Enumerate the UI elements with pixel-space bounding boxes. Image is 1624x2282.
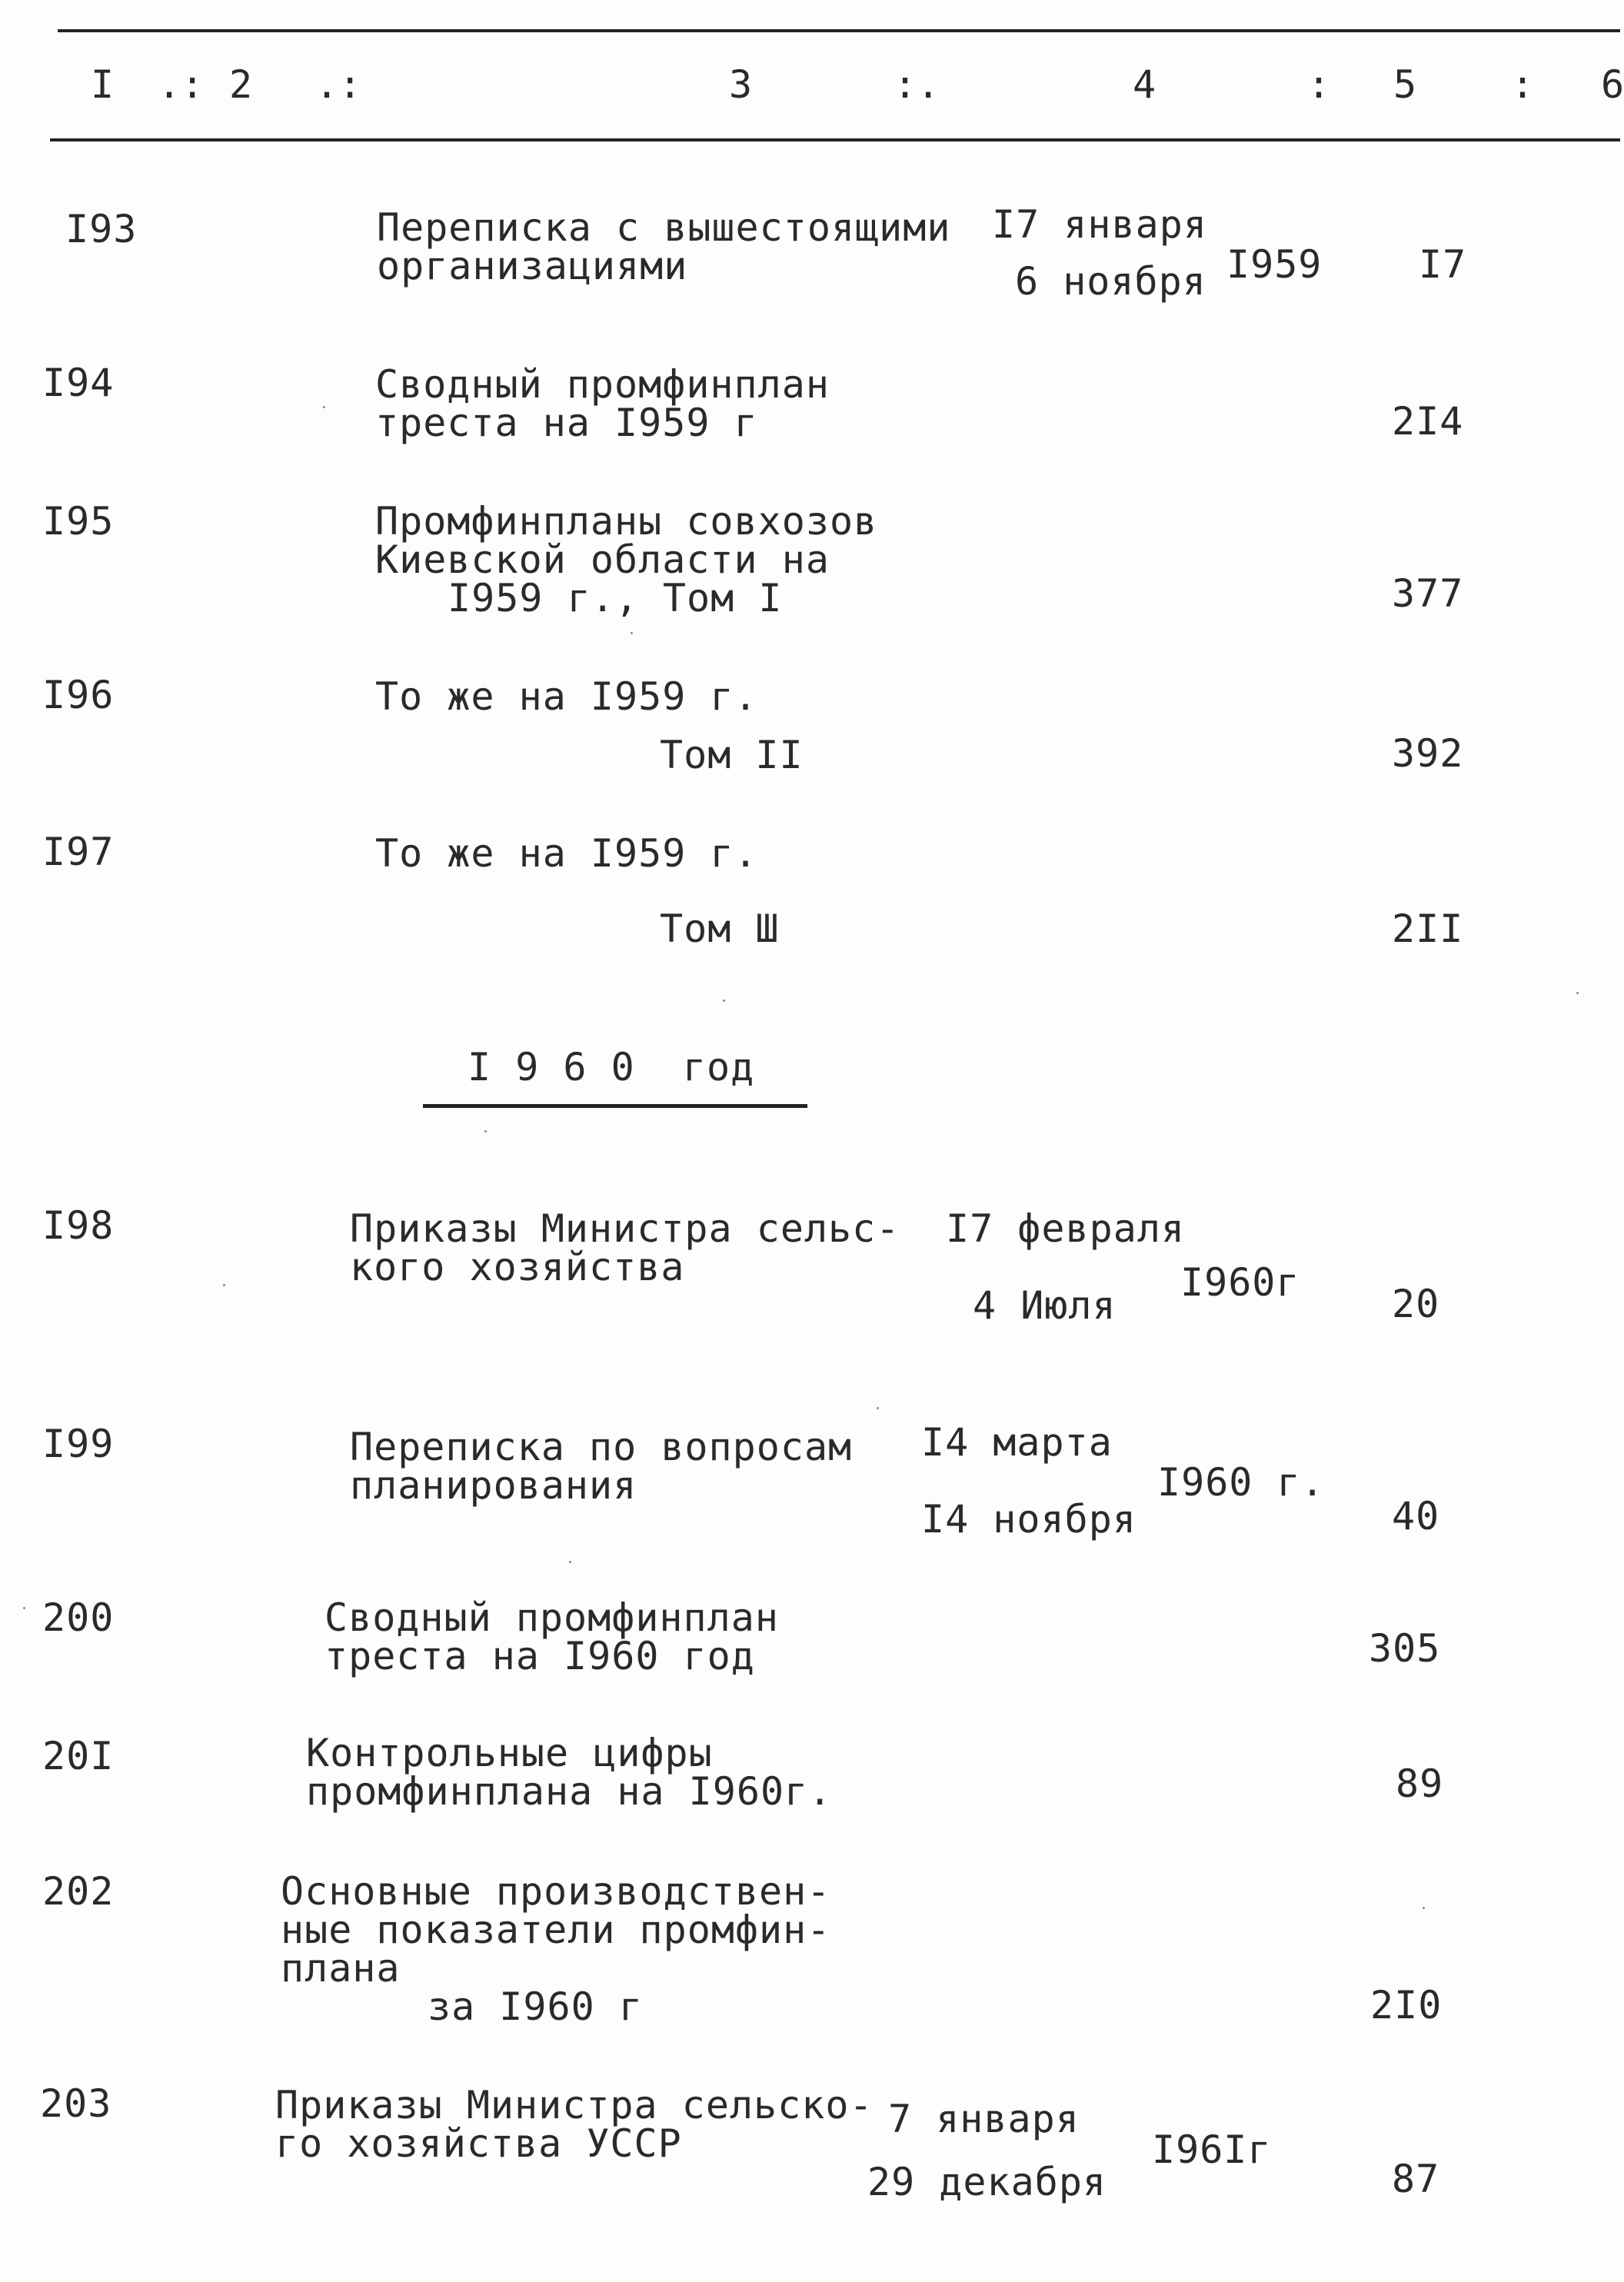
row-title-line: Приказы Министра сельско- (275, 2083, 874, 2127)
header-bottom-rule (50, 138, 1620, 141)
row-title-line: Контрольные цифры (306, 1731, 713, 1775)
row-title-line: Переписка по вопросам (350, 1425, 853, 1469)
row-date-from: 7 января (888, 2097, 1080, 2141)
scan-speck (323, 406, 325, 408)
scan-speck (484, 1130, 487, 1133)
row-sheets: 87 (1392, 2157, 1440, 2201)
row-title-line: Приказы Министра сельс- (350, 1206, 900, 1251)
row-date-from: I7 февраля (946, 1206, 1186, 1251)
column-header-5: 5 (1393, 62, 1417, 107)
row-title-line: Том Ш (660, 906, 780, 951)
row-number: I98 (42, 1203, 115, 1248)
scan-speck (1576, 992, 1579, 994)
row-sheets: 392 (1392, 731, 1464, 776)
row-date-from: I7 января (992, 202, 1207, 247)
row-sheets: 20 (1392, 1282, 1440, 1326)
row-title-line: ные показатели промфин- (281, 1908, 831, 1952)
row-sheets: 377 (1392, 571, 1464, 616)
row-title-line: Сводный промфинплан (324, 1595, 779, 1640)
column-header-4: 4 (1133, 62, 1156, 107)
row-number: 203 (40, 2081, 112, 2126)
row-title-line: за I960 г (428, 1984, 643, 2029)
scan-speck (569, 1561, 571, 1563)
row-title-line: треста на I960 год (324, 1634, 755, 1678)
row-title-line: I959 г., Том I (448, 576, 783, 620)
row-date-to: 6 ноября (1015, 259, 1206, 304)
row-number: 200 (42, 1595, 115, 1640)
column-header-6: 6 (1601, 62, 1624, 107)
row-title-line: промфинплана на I960г. (306, 1769, 833, 1814)
scan-speck (631, 632, 633, 634)
scan-speck (223, 1284, 225, 1286)
row-title-line: Киевской области на (375, 537, 830, 582)
row-sheets: 89 (1396, 1761, 1444, 1806)
row-number: 202 (42, 1869, 115, 1914)
row-number: I96 (42, 673, 115, 717)
header-top-rule (58, 29, 1620, 32)
row-number: I93 (65, 207, 138, 251)
row-sheets: 305 (1369, 1626, 1441, 1671)
row-date-to: I4 ноября (921, 1497, 1136, 1542)
column-header-2: 2 (229, 62, 253, 107)
scan-speck (723, 1000, 725, 1002)
row-title-line: го хозяйства УССР (275, 2121, 682, 2166)
row-sheets: 2II (1392, 906, 1464, 951)
row-date-to: 29 декабря (867, 2160, 1107, 2204)
row-year: I960г (1180, 1260, 1300, 1305)
row-sheets: 2I0 (1370, 1983, 1443, 2028)
row-sheets: 2I4 (1392, 399, 1464, 444)
row-number: I99 (42, 1422, 115, 1466)
row-number: I94 (42, 361, 115, 405)
row-title-line: плана (281, 1946, 401, 1991)
row-title-line: треста на I959 г (375, 401, 758, 445)
row-sheets: I7 (1419, 242, 1467, 287)
row-title-line: То же на I959 г. (375, 674, 758, 719)
row-title-line: Основные производствен- (281, 1869, 831, 1914)
row-year: I96Iг (1152, 2127, 1272, 2172)
column-separator: .: (158, 62, 205, 107)
scan-speck (877, 1407, 879, 1409)
row-number: 20I (42, 1734, 115, 1778)
row-title-line: Сводный промфинплан (375, 362, 830, 407)
row-number: I97 (42, 830, 115, 874)
column-separator: : (1307, 62, 1331, 107)
row-number: I95 (42, 499, 115, 544)
scan-speck (1423, 1907, 1425, 1909)
column-separator: : (1511, 62, 1535, 107)
row-title-line: планирования (350, 1463, 637, 1508)
row-title-line: Промфинпланы совхозов (375, 499, 878, 544)
row-title-line: Том II (660, 733, 804, 777)
row-title-line: организациями (377, 244, 688, 288)
scan-speck (23, 1607, 25, 1609)
row-year: I959 (1226, 242, 1323, 287)
column-separator: .: (315, 62, 362, 107)
section-heading-underline (423, 1104, 807, 1108)
row-title-line: Переписка с вышестоящими (377, 205, 951, 250)
row-date-from: I4 марта (921, 1420, 1113, 1465)
section-heading-year: I 9 6 0 год (468, 1045, 755, 1089)
row-sheets: 40 (1392, 1494, 1440, 1539)
row-year: I960 г. (1157, 1460, 1325, 1505)
column-separator: :. (894, 62, 940, 107)
column-header-3: 3 (729, 62, 753, 107)
row-title-line: То же на I959 г. (375, 831, 758, 876)
column-header-1: I (91, 62, 115, 107)
row-date-to: 4 Июля (973, 1283, 1116, 1328)
row-title-line: кого хозяйства (350, 1245, 685, 1289)
